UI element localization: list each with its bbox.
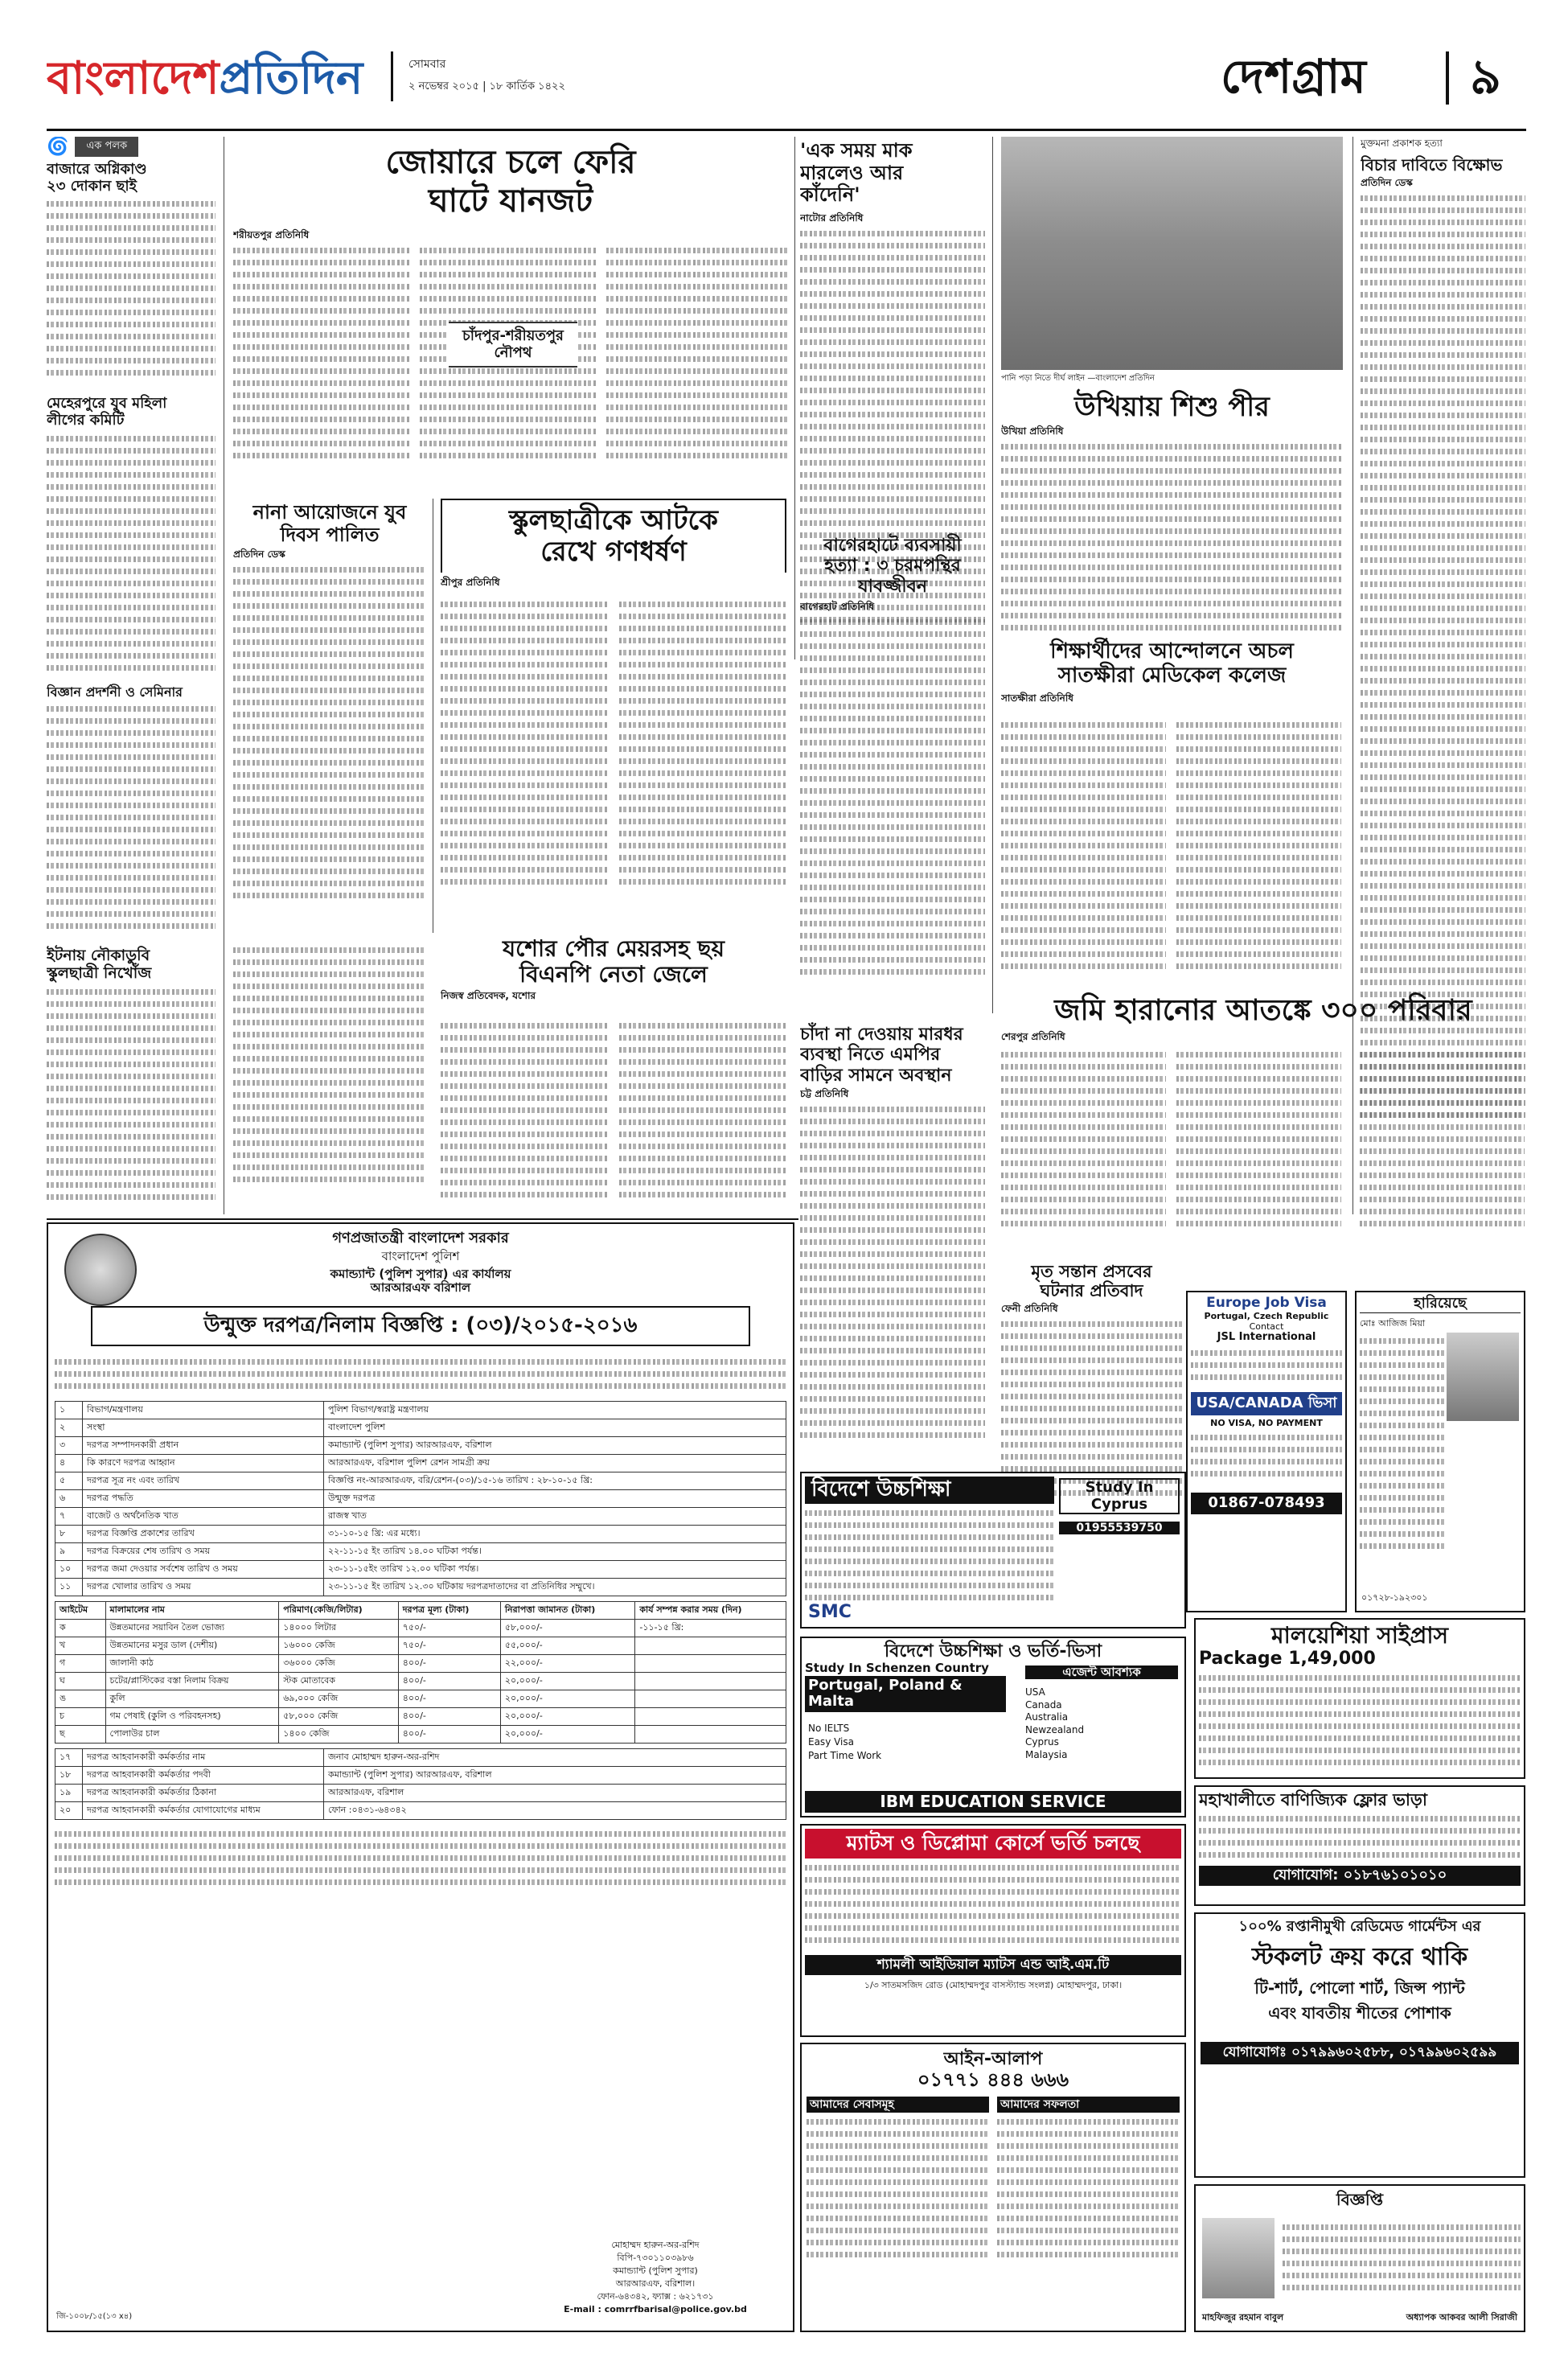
byline-sreepur: শ্রীপুর প্রতিনিধি bbox=[441, 577, 500, 589]
byline-natore: নাটোর প্রতিনিধি bbox=[800, 212, 864, 224]
tender-row bbox=[55, 1472, 786, 1490]
row-label: দরপত্র জমা দেওয়ার সর্বশেষ তারিখ ও সময় bbox=[83, 1561, 324, 1579]
headline-extortion: চাঁদা না দেওয়ায় মারধর ব্যবস্থা নিতে এমপির বাড়ির সামনে অবস্থান bbox=[800, 1025, 963, 1086]
study2-schengen: Study In Schenzen Country bbox=[805, 1661, 989, 1676]
items-cell: ৪০০/- bbox=[398, 1655, 500, 1673]
items-header-cell: আইটেম bbox=[55, 1602, 106, 1620]
items-row bbox=[55, 1708, 786, 1726]
row-label: দরপত্র আহবানকারী কর্মকর্তার নাম bbox=[83, 1749, 324, 1767]
brief-body-2 bbox=[47, 429, 215, 679]
signer-id: বিপি-৭৩০১১০৩৯৮৬ bbox=[617, 2253, 694, 2264]
items-cell: ক bbox=[55, 1620, 106, 1637]
row-value: ৩১-১০-১৫ খ্রি: এর মধ্যে। bbox=[324, 1526, 786, 1543]
europe-sub: Portugal, Czech Republic bbox=[1204, 1310, 1329, 1321]
items-cell: -১১-১৫ খ্রি: bbox=[635, 1620, 786, 1637]
items-cell: চটের/প্লাস্টিকের বস্তা নিলাম বিক্রয় bbox=[105, 1673, 279, 1690]
queue-photo bbox=[1001, 137, 1343, 370]
study1-title: বিদেশে উচ্চশিক্ষা bbox=[805, 1477, 1054, 1504]
items-cell: ২০,০০০/- bbox=[500, 1673, 634, 1690]
items-header-cell: মালামালের নাম bbox=[105, 1602, 279, 1620]
ad-law bbox=[800, 2043, 1186, 2332]
country-4: Newzealand bbox=[1025, 1723, 1085, 1735]
items-header-cell: পরিমাণ(কেজি/লিটার) bbox=[279, 1602, 398, 1620]
malaysia-title: মালয়েশিয়া সাইপ্রাস bbox=[1271, 1622, 1448, 1649]
story-jessore bbox=[441, 933, 786, 1214]
brief-title-4: ইটনায় নৌকাডুবি স্কুলছাত্রী নিখোঁজ bbox=[47, 947, 152, 982]
tender-row bbox=[55, 1579, 786, 1596]
items-row bbox=[55, 1620, 786, 1637]
byline-youth-day: প্রতিদিন ডেস্ক bbox=[233, 548, 285, 561]
items-row bbox=[55, 1673, 786, 1690]
headline-ferry: জোয়ারে চলে ফেরি ঘাটে যানজট bbox=[385, 144, 636, 220]
byline-stillbirth: ফেনী প্রতিনিধি bbox=[1001, 1303, 1058, 1315]
headline-youth-day: নানা আয়োজনে যুব দিবস পালিত bbox=[252, 501, 407, 546]
tender-row bbox=[55, 1419, 786, 1437]
items-cell: ১৪০০০ লিটার bbox=[279, 1620, 398, 1637]
items-cell: ৭৫০/- bbox=[398, 1637, 500, 1655]
row-label: দরপত্র সম্পাদনকারী প্রধান bbox=[83, 1437, 324, 1455]
story-extortion bbox=[800, 1021, 985, 1472]
country-6: Malaysia bbox=[1025, 1748, 1068, 1760]
row-number: ৩ bbox=[55, 1437, 83, 1455]
items-cell: ১৬০০০ কেজি bbox=[279, 1637, 398, 1655]
mats-title: ম্যাটস ও ডিপ্লোমা কোর্সে ভর্তি চলছে bbox=[805, 1829, 1181, 1859]
items-cell: ঘ bbox=[55, 1673, 106, 1690]
row-label: বাজেট ও অর্থনৈতিক খাত bbox=[83, 1508, 324, 1526]
usa-visa: USA/CANADA ভিসা bbox=[1191, 1392, 1342, 1415]
feature-3: Part Time Work bbox=[808, 1749, 882, 1761]
study1-cyprus: Study In Cyprus bbox=[1059, 1478, 1180, 1514]
row-value: ফোন :০৪৩১-৬৪৩৪২ bbox=[324, 1802, 786, 1820]
row-number: ১০ bbox=[55, 1561, 83, 1579]
items-row bbox=[55, 1637, 786, 1655]
no-visa: NO VISA, NO PAYMENT bbox=[1210, 1417, 1323, 1428]
office-contact: যোগাযোগ: ০১৮৭৬১০১০১০ bbox=[1199, 1866, 1521, 1886]
items-row bbox=[55, 1690, 786, 1708]
column-badge: এক পলক bbox=[75, 137, 138, 157]
items-cell: ৪০০/- bbox=[398, 1690, 500, 1708]
row-value: ২২-১১-১৫ ইং তারিখ ১৪.০০ ঘটিকা পর্যন্ত। bbox=[324, 1543, 786, 1561]
items-cell: ১৪০০ কেজি bbox=[279, 1726, 398, 1744]
row-label: সংস্থা bbox=[83, 1419, 324, 1437]
byline-ferry: শরীয়তপুর প্রতিনিধি bbox=[233, 229, 310, 240]
notice-name2: অধ্যাপক আকবর আলী সিরাজী bbox=[1406, 2312, 1517, 2323]
row-number: ৪ bbox=[55, 1455, 83, 1472]
row-label: দরপত্র বিজ্ঞপ্তি প্রকাশের তারিখ bbox=[83, 1526, 324, 1543]
row-value: উন্মুক্ত দরপত্র bbox=[324, 1490, 786, 1508]
tender-row bbox=[55, 1437, 786, 1455]
row-number: ১১ bbox=[55, 1579, 83, 1596]
country-5: Cyprus bbox=[1025, 1736, 1059, 1748]
europe-title: Europe Job Visa bbox=[1206, 1295, 1327, 1311]
items-cell: ২০,০০০/- bbox=[500, 1726, 634, 1744]
law-phone: ০১৭৭১ ৪৪৪ ৬৬৬ bbox=[917, 2068, 1069, 2092]
row-value: ২৩-১১-১৫ইং তারিখ ১২.০০ ঘটিকা পর্যন্ত। bbox=[324, 1561, 786, 1579]
items-header-cell: দরপত্র মূল্য (টাকা) bbox=[398, 1602, 500, 1620]
row-value: রাজস্ব খাত bbox=[324, 1508, 786, 1526]
row-number: ৭ bbox=[55, 1508, 83, 1526]
brand-name-blue: প্রতিদিন bbox=[219, 52, 363, 105]
signer-name: মোহাম্মদ হারুন-অর-রশিদ bbox=[611, 2240, 700, 2251]
malaysia-package: Package 1,49,000 bbox=[1199, 1649, 1376, 1670]
ad-malaysia bbox=[1194, 1618, 1525, 1779]
byline-land: শেরপুর প্রতিনিধি bbox=[1001, 1031, 1065, 1043]
row-label: বিভাগ/মন্ত্রণালয় bbox=[83, 1402, 324, 1419]
office-row bbox=[55, 1767, 786, 1785]
items-cell: ৪০০/- bbox=[398, 1708, 500, 1726]
signer-phone: ফোন-৬৪৩৪২, ফ্যাক্স : ৬২১৭৩১ bbox=[597, 2291, 714, 2302]
section-title: দেশগ্রাম bbox=[1221, 49, 1366, 104]
ad-missing-person bbox=[1355, 1291, 1525, 1612]
items-cell: চ bbox=[55, 1708, 106, 1726]
items-cell bbox=[635, 1690, 786, 1708]
ad-garments bbox=[1194, 1912, 1525, 2178]
brief-body-3 bbox=[47, 700, 215, 941]
headline-bagerhat: বাগেরহাটে ব্যবসায়ী হত্যা : ৩ চরমপন্থির যাবজ্জীবন bbox=[823, 536, 962, 597]
items-cell: গ bbox=[55, 1655, 106, 1673]
tender-unit: আরআরএফ বরিশাল bbox=[370, 1279, 471, 1295]
headline-satkhira: শিক্ষার্থীদের আন্দোলনে অচল সাতক্ষীরা মেডিকেল কলেজ bbox=[1050, 639, 1294, 688]
story-youth-day-cont bbox=[233, 941, 426, 1206]
row-number: ১৯ bbox=[55, 1785, 83, 1802]
garments-line3: টি-শার্ট, পোলো শার্ট, জিন্স প্যান্ট bbox=[1254, 1978, 1465, 1998]
tender-ref: জি-১০০৮/১৫(১৩ x৪) bbox=[56, 2312, 133, 2321]
tender-items-table bbox=[55, 1601, 786, 1744]
row-value: ২৩-১১-১৫ ইং তারিখ ১২.৩০ ঘটিকায় দরপত্রদাতাদের বা প্রতিনিধির সম্মুখে। bbox=[324, 1579, 786, 1596]
notice-photo bbox=[1202, 2218, 1275, 2298]
kicker-protest: মুক্তমনা প্রকাশক হত্যা bbox=[1361, 138, 1443, 149]
row-value: কমান্ড্যান্ট (পুলিশ সুপার) আরআরএফ, বরিশাল bbox=[324, 1437, 786, 1455]
story-youth-day bbox=[233, 499, 426, 933]
row-label: দরপত্র পদ্ধতি bbox=[83, 1490, 324, 1508]
office-row bbox=[55, 1785, 786, 1802]
byline-ukhiya: উখিয়া প্রতিনিধি bbox=[1001, 425, 1064, 437]
pullquote-ferry: চাঁদপুর-শরীয়তপুর নৌপথ bbox=[449, 322, 577, 368]
law-success: আমাদের সফলতা bbox=[997, 2097, 1180, 2113]
story-sreepur bbox=[441, 499, 786, 933]
study2-pplm: Portugal, Poland & Malta bbox=[805, 1676, 1006, 1712]
items-cell: ২০,০০০/- bbox=[500, 1690, 634, 1708]
items-cell: ৫৫,০০০/- bbox=[500, 1637, 634, 1655]
items-row bbox=[55, 1655, 786, 1673]
europe-phone: 01867-078493 bbox=[1191, 1493, 1342, 1514]
story-ukhiya bbox=[1001, 137, 1343, 651]
notice-title: বিজ্ঞপ্তি bbox=[1336, 2190, 1384, 2209]
tender-row bbox=[55, 1490, 786, 1508]
country-2: Canada bbox=[1025, 1698, 1062, 1711]
page-number: ৯ bbox=[1470, 49, 1501, 105]
brief-title-3: বিজ্ঞান প্রদর্শনী ও সেমিনার bbox=[47, 684, 183, 700]
row-label: দরপত্র আহবানকারী কর্মকর্তার পদবী bbox=[83, 1767, 324, 1785]
tender-office: কমান্ড্যান্ট (পুলিশ সুপার) এর কার্যালয় bbox=[330, 1266, 511, 1281]
row-number: ২ bbox=[55, 1419, 83, 1437]
items-cell: ৪০০/- bbox=[398, 1726, 500, 1744]
row-label: কি কারণে দরপত্র আহ্বান bbox=[83, 1455, 324, 1472]
tender-dept: বাংলাদেশ পুলিশ bbox=[381, 1248, 460, 1263]
row-number: ১৮ bbox=[55, 1767, 83, 1785]
ad-notice bbox=[1194, 2184, 1525, 2332]
tender-gov: গণপ্রজাতন্ত্রী বাংলাদেশ সরকার bbox=[332, 1230, 509, 1247]
tender-row bbox=[55, 1455, 786, 1472]
items-cell bbox=[635, 1708, 786, 1726]
items-cell: খ bbox=[55, 1637, 106, 1655]
items-cell: স্টক মোতাবেক bbox=[279, 1673, 398, 1690]
items-cell: ছ bbox=[55, 1726, 106, 1744]
mats-address: ১/৩ সাতমসজিদ রোড (মোহাম্মদপুর বাসস্ট্যান্ড সংলগ্ন) মোহাম্মদপুর, ঢাকা। bbox=[864, 1980, 1123, 1991]
headline-ukhiya: উখিয়ায় শিশু পীর bbox=[1074, 391, 1270, 423]
items-cell bbox=[635, 1726, 786, 1744]
office-title: মহাখালীতে বাণিজ্যিক ফ্লোর ভাড়া bbox=[1199, 1790, 1428, 1809]
story-bagerhat bbox=[800, 531, 985, 1013]
study2-agent: এজেন্ট আবশ্যক bbox=[1025, 1665, 1178, 1679]
items-cell: ৪০০/- bbox=[398, 1673, 500, 1690]
items-cell: ৬৯,০০০ কেজি bbox=[279, 1690, 398, 1708]
items-row bbox=[55, 1726, 786, 1744]
items-cell: ২২,০০০/- bbox=[500, 1655, 634, 1673]
mats-institute: শ্যামলী আইডিয়াল ম্যাটস এন্ড আই.এম.টি bbox=[805, 1955, 1181, 1976]
garments-line2: স্টকলট ক্রয় করে থাকি bbox=[1251, 1942, 1468, 1971]
ad-study-cyprus bbox=[800, 1472, 1186, 1629]
signer-email: E-mail : comrrfbarisal@police.gov.bd bbox=[564, 2304, 747, 2315]
office-row bbox=[55, 1802, 786, 1820]
row-number: ৯ bbox=[55, 1543, 83, 1561]
items-cell: জালানী কাঠ bbox=[105, 1655, 279, 1673]
row-value: পুলিশ বিভাগ/স্বরাষ্ট্র মন্ত্রণালয় bbox=[324, 1402, 786, 1419]
story-satkhira bbox=[1001, 635, 1343, 997]
missing-title: হারিয়েছে bbox=[1360, 1296, 1521, 1313]
headline-land: জমি হারানোর আতঙ্কে ৩০০ পরিবার bbox=[1054, 994, 1472, 1027]
row-value: বিজ্ঞপ্তি নং-আরআরএফ, বরি/রেশন-(০৩)/১৫-১৬ তারিখ : ২৮-১০-১৫ খ্রি: bbox=[324, 1472, 786, 1490]
headline-stillbirth: মৃত সন্তান প্রসবের ঘটনার প্রতিবাদ bbox=[1031, 1262, 1152, 1301]
items-cell: উন্নতমানের মসুর ডাল (দেশীয়) bbox=[105, 1637, 279, 1655]
row-value: জনাব মোহাম্মদ হারুন-অর-রশিদ bbox=[324, 1749, 786, 1767]
items-header-cell: নিরাপত্তা জামানত (টাকা) bbox=[500, 1602, 634, 1620]
row-label: দরপত্র খোলার তারিখ ও সময় bbox=[83, 1579, 324, 1596]
govt-emblem bbox=[64, 1234, 137, 1306]
story-ferry bbox=[233, 137, 788, 491]
row-number: ২০ bbox=[55, 1802, 83, 1820]
garments-line1: ১০০% রপ্তানীমুখী রেডিমেড গার্মেন্টস এর bbox=[1238, 1918, 1481, 1935]
issue-date: ২ নভেম্বর ২০১৫ | ১৮ কার্তিক ১৪২২ bbox=[408, 80, 565, 92]
signer-office: আরআরএফ, বরিশাল। bbox=[615, 2278, 696, 2290]
items-cell bbox=[635, 1637, 786, 1655]
smc-logo: SMC bbox=[808, 1601, 852, 1622]
missing-photo bbox=[1447, 1333, 1519, 1421]
country-3: Australia bbox=[1025, 1711, 1069, 1723]
law-services: আমাদের সেবাসমূহ bbox=[807, 2097, 989, 2113]
row-value: কমান্ড্যান্ট (পুলিশ সুপার) আরআরএফ, বরিশাল bbox=[324, 1767, 786, 1785]
garments-contact: যোগাযোগঃ ০১৭৯৯৬০২৫৮৮, ০১৭৯৯৬০২৫৯৯ bbox=[1201, 2042, 1519, 2064]
country-1: USA bbox=[1025, 1686, 1045, 1698]
byline-extortion: চট্ট প্রতিনিধি bbox=[800, 1087, 849, 1099]
tender-notice bbox=[47, 1222, 794, 2332]
brief-title-1: বাজারে অগ্নিকাণ্ড ২৩ দোকান ছাই bbox=[47, 161, 147, 195]
row-number: ৬ bbox=[55, 1490, 83, 1508]
brief-body-4 bbox=[47, 983, 215, 1218]
tender-row bbox=[55, 1402, 786, 1419]
byline-bagerhat: বাগেরহাট প্রতিনিধি bbox=[800, 600, 875, 612]
europe-company: JSL International bbox=[1217, 1331, 1316, 1344]
tender-row bbox=[55, 1508, 786, 1526]
items-cell: পোলাউর চাল bbox=[105, 1726, 279, 1744]
tender-row bbox=[55, 1526, 786, 1543]
items-cell: গম পেষাই (কুলি ও পরিবহনসহ) bbox=[105, 1708, 279, 1726]
byline-protest: প্রতিদিন ডেস্ক bbox=[1361, 177, 1413, 188]
row-value: আরআরএফ, বরিশাল পুলিশ রেশন সামগ্রী ক্রয় bbox=[324, 1455, 786, 1472]
office-row bbox=[55, 1749, 786, 1767]
at-a-glance-column bbox=[47, 137, 215, 1218]
row-number: ১৭ bbox=[55, 1749, 83, 1767]
items-cell bbox=[635, 1655, 786, 1673]
feature-1: No IELTS bbox=[808, 1723, 850, 1734]
ad-office-space bbox=[1194, 1785, 1525, 1906]
items-cell bbox=[635, 1673, 786, 1690]
ad-europe-visa bbox=[1186, 1291, 1347, 1612]
feature-2: Easy Visa bbox=[808, 1735, 854, 1748]
photo-caption: পানি পড়া নিতে দীর্ঘ লাইন —বাংলাদেশ প্রতিদিন bbox=[1001, 374, 1155, 383]
tender-office-table bbox=[55, 1748, 786, 1820]
items-cell: ৭৫০/- bbox=[398, 1620, 500, 1637]
brand-name-red: বাংলাদেশ bbox=[47, 52, 220, 105]
items-cell: ৫৮,০০০/- bbox=[500, 1620, 634, 1637]
study2-title: বিদেশে উচ্চশিক্ষা ও ভর্তি-ভিসা bbox=[884, 1641, 1102, 1661]
tender-info-table bbox=[55, 1401, 786, 1596]
europe-contact: Contact bbox=[1249, 1321, 1284, 1333]
items-cell: উন্নতমানের সয়াবিন তৈল ভোজ্য bbox=[105, 1620, 279, 1637]
masthead bbox=[47, 39, 1526, 127]
missing-phone: ০১৭২৮-১৯২৩০১ bbox=[1361, 1592, 1428, 1603]
ad-mats bbox=[800, 1824, 1186, 2037]
row-label: দরপত্র আহবানকারী কর্মকর্তার যোগাযোগের মাধ্যম bbox=[83, 1802, 324, 1820]
items-cell: ২০,০০০/- bbox=[500, 1708, 634, 1726]
byline-satkhira: সাতক্ষীরা প্রতিনিধি bbox=[1001, 692, 1073, 704]
headline-jessore: যশোর পৌর মেয়রসহ ছয় বিএনপি নেতা জেলে bbox=[503, 935, 724, 988]
row-value: আরআরএফ, বরিশাল bbox=[324, 1785, 786, 1802]
row-value: বাংলাদেশ পুলিশ bbox=[324, 1419, 786, 1437]
garments-line4: এবং যাবতীয় শীতের পোশাক bbox=[1268, 2003, 1451, 2023]
items-header-cell: কার্য সম্পন্ন করার সময় (দিন) bbox=[635, 1602, 786, 1620]
notice-name: মাহফিজুর রহমান বাবুল bbox=[1202, 2312, 1284, 2323]
ibm-banner: IBM EDUCATION SERVICE bbox=[805, 1791, 1181, 1813]
row-label: দরপত্র বিক্রয়ের শেষ তারিখ ও সময় bbox=[83, 1543, 324, 1561]
brief-body-1 bbox=[47, 195, 215, 388]
row-number: ৮ bbox=[55, 1526, 83, 1543]
ad-schengen bbox=[800, 1637, 1186, 1817]
row-label: দরপত্র সূত্র নং এবং তারিখ bbox=[83, 1472, 324, 1490]
items-cell: ৫৮,০০০ কেজি bbox=[279, 1708, 398, 1726]
headline-protest: বিচার দাবিতে বিক্ষোভ bbox=[1361, 155, 1503, 175]
tender-title: উন্মুক্ত দরপত্র/নিলাম বিজ্ঞপ্তি : (০৩)/২০১৫-২০১৬ bbox=[91, 1306, 750, 1346]
issue-day: সোমবার bbox=[408, 58, 446, 71]
items-cell: ঙ bbox=[55, 1690, 106, 1708]
tender-row bbox=[55, 1561, 786, 1579]
items-cell: কুলি bbox=[105, 1690, 279, 1708]
brief-title-2: মেহেরপুরে যুব মহিলা লীগের কমিটি bbox=[47, 395, 167, 429]
headline-sreepur: স্কুলছাত্রীকে আটকে রেখে গণধর্ষণ bbox=[441, 499, 786, 573]
row-label: দরপত্র আহবানকারী কর্মকর্তার ঠিকানা bbox=[83, 1785, 324, 1802]
headline-natore: 'এক সময় মাক মারলেও আর কাঁদেনি' bbox=[800, 139, 913, 207]
byline-jessore: নিজস্ব প্রতিবেদক, যশোর bbox=[441, 990, 536, 1002]
signer-post: কমান্ড্যান্ট (পুলিশ সুপার) bbox=[613, 2265, 698, 2277]
row-number: ৫ bbox=[55, 1472, 83, 1490]
missing-name: মোঃ আজিজ মিয়া bbox=[1360, 1317, 1426, 1329]
swirl-icon: 🌀 bbox=[47, 137, 69, 157]
law-title: আইন-আলাপ bbox=[943, 2049, 1043, 2069]
tender-row bbox=[55, 1543, 786, 1561]
study1-phone: 01955539750 bbox=[1059, 1522, 1180, 1534]
story-land bbox=[1001, 989, 1525, 1247]
row-number: ১ bbox=[55, 1402, 83, 1419]
items-cell: ৩৬০০০ কেজি bbox=[279, 1655, 398, 1673]
